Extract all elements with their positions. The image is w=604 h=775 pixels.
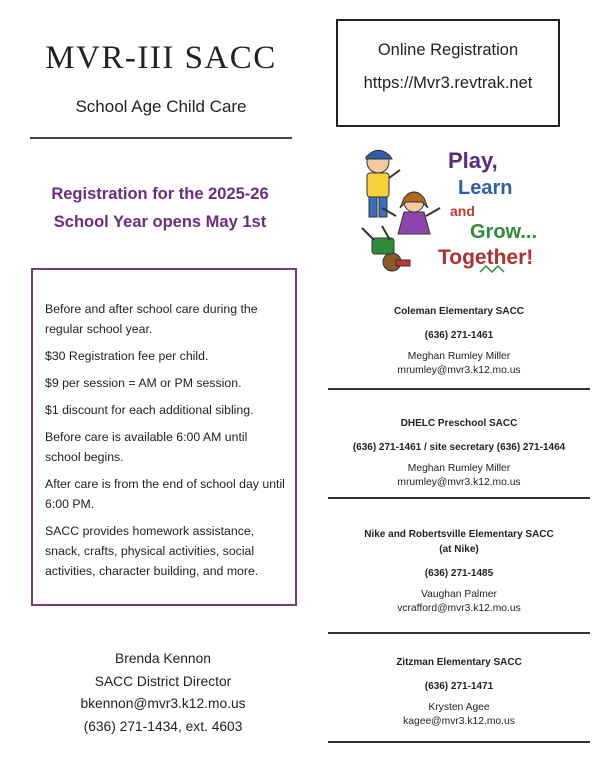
director-title: SACC District Director xyxy=(94,673,232,689)
info-item: $30 Registration fee per child. xyxy=(45,349,209,363)
program-info-box xyxy=(31,268,297,606)
site-email[interactable]: mrumley@mvr3.k12.mo.us xyxy=(397,365,521,376)
headline-line-2: School Year opens May 1st xyxy=(53,213,267,231)
director-phone: (636) 271-1434, ext. 4603 xyxy=(83,718,243,734)
site-dhelc xyxy=(328,416,590,488)
info-item: SACC provides homework assistance, snack, crafts, physical activities, social activities, character building, and more. xyxy=(45,524,259,578)
director-name: Brenda Kennon xyxy=(115,651,211,666)
site-email[interactable]: mrumley@mvr3.k12.mo.us xyxy=(397,477,521,488)
boy-figure-icon xyxy=(366,150,400,217)
site-phone: (636) 271-1485 xyxy=(424,568,494,579)
logo-word-learn: Learn xyxy=(458,177,513,199)
title-divider xyxy=(30,137,292,139)
director-email[interactable]: bkennon@mvr3.k12.mo.us xyxy=(80,696,246,711)
site-contact-person: Vaughan Palmer xyxy=(421,589,497,600)
director-contact xyxy=(30,648,296,738)
site-email[interactable]: vcrafford@mvr3.k12.mo.us xyxy=(397,603,521,614)
info-item: Before care is available 6:00 AM until school begins. xyxy=(45,430,248,464)
site-zitzman xyxy=(328,655,590,727)
site-divider xyxy=(328,632,590,634)
play-learn-grow-logo xyxy=(352,142,552,277)
headline-line-1: Registration for the 2025-26 xyxy=(51,185,269,203)
logo-word-and: and xyxy=(450,203,475,219)
org-title: MVR-III SACC xyxy=(45,40,277,76)
site-name: DHELC Preschool SACC xyxy=(400,418,518,429)
site-phone: (636) 271-1471 xyxy=(424,681,494,692)
logo-word-together: Together! xyxy=(438,246,534,269)
info-item: After care is from the end of school day until 6:00 PM. xyxy=(45,477,285,511)
site-email[interactable]: kagee@mvr3.k12.mo.us xyxy=(403,716,515,727)
logo-word-grow: Grow... xyxy=(470,221,538,243)
registration-link[interactable]: https://Mvr3.revtrak.net xyxy=(363,74,533,92)
site-name: Nike and Robertsville Elementary SACC xyxy=(364,529,554,540)
logo-word-play: Play, xyxy=(448,148,498,173)
site-name: Coleman Elementary SACC xyxy=(393,306,525,317)
site-contact-person: Meghan Rumley Miller xyxy=(407,463,511,474)
registration-headline xyxy=(20,180,300,236)
site-name-sub: (at Nike) xyxy=(439,544,479,555)
site-coleman xyxy=(328,304,590,376)
site-phone: (636) 271-1461 / site secretary (636) 271-1464 xyxy=(352,442,566,453)
org-subtitle: School Age Child Care xyxy=(75,97,247,116)
online-registration-box xyxy=(336,19,560,127)
site-name: Zitzman Elementary SACC xyxy=(396,657,522,668)
site-divider xyxy=(328,388,590,390)
girl-figure-icon xyxy=(382,192,440,234)
info-item: $1 discount for each additional sibling. xyxy=(45,403,254,417)
info-item: $9 per session = AM or PM session. xyxy=(45,376,242,390)
site-phone: (636) 271-1461 xyxy=(424,330,494,341)
registration-title: Online Registration xyxy=(377,41,519,59)
site-contact-person: Meghan Rumley Miller xyxy=(407,351,511,362)
site-divider xyxy=(328,497,590,499)
info-item: Before and after school care during the regular school year. xyxy=(45,302,258,336)
site-nike-robertsville xyxy=(328,527,590,614)
site-divider xyxy=(328,741,590,743)
site-contact-person: Krysten Agee xyxy=(428,702,490,713)
